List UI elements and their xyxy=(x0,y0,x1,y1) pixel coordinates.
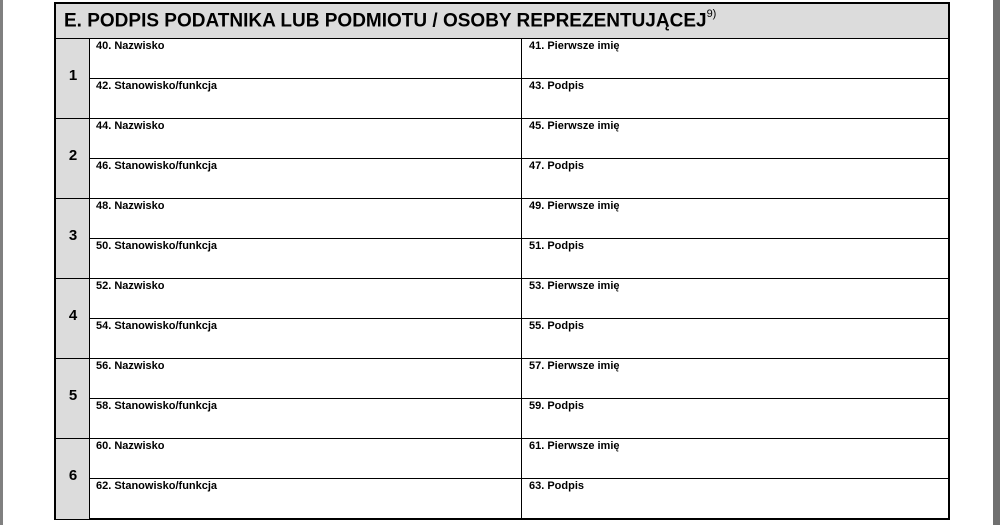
surname-label: 52. Nazwisko xyxy=(96,280,165,292)
position-label: 62. Stanowisko/funkcja xyxy=(96,480,218,492)
section-title-text: E. PODPIS PODATNIKA LUB PODMIOTU / OSOBY REPREZENTUJĄCEJ xyxy=(64,10,707,32)
surname-label: 56. Nazwisko xyxy=(96,360,165,372)
document-page xyxy=(3,0,993,525)
group-number: 6 xyxy=(68,467,78,484)
signature-label: 47. Podpis xyxy=(529,160,585,172)
position-label: 42. Stanowisko/funkcja xyxy=(96,80,218,92)
signature-field[interactable] xyxy=(522,239,948,279)
surname-label: 48. Nazwisko xyxy=(96,200,165,212)
surname-field[interactable] xyxy=(90,119,522,159)
page-shadow xyxy=(993,0,1000,525)
signature-label: 43. Podpis xyxy=(529,80,585,92)
footnote-marker: 9) xyxy=(706,8,717,20)
group-number: 5 xyxy=(68,387,78,404)
first-name-label: 45. Pierwsze imię xyxy=(529,120,620,132)
position-field[interactable] xyxy=(90,399,522,439)
group-number-cell xyxy=(56,199,90,278)
signature-field[interactable] xyxy=(522,319,948,359)
person-group-6 xyxy=(56,439,948,519)
surname-field[interactable] xyxy=(90,39,522,79)
position-field[interactable] xyxy=(90,79,522,119)
first-name-field[interactable] xyxy=(522,199,948,239)
group-number: 1 xyxy=(68,67,78,84)
first-name-label: 61. Pierwsze imię xyxy=(529,440,620,452)
position-field[interactable] xyxy=(90,239,522,279)
signature-label: 59. Podpis xyxy=(529,400,585,412)
first-name-label: 53. Pierwsze imię xyxy=(529,280,620,292)
section-title xyxy=(64,10,716,32)
position-label: 54. Stanowisko/funkcja xyxy=(96,320,218,332)
first-name-label: 49. Pierwsze imię xyxy=(529,200,620,212)
first-name-field[interactable] xyxy=(522,439,948,479)
group-number: 2 xyxy=(68,147,78,164)
group-number-cell xyxy=(56,359,90,438)
group-number: 3 xyxy=(68,227,78,244)
group-number-cell xyxy=(56,39,90,118)
signature-field[interactable] xyxy=(522,159,948,199)
signature-section-form xyxy=(54,2,950,520)
surname-field[interactable] xyxy=(90,279,522,319)
first-name-label: 57. Pierwsze imię xyxy=(529,360,620,372)
signature-field[interactable] xyxy=(522,399,948,439)
position-label: 50. Stanowisko/funkcja xyxy=(96,240,218,252)
person-group-3 xyxy=(56,199,948,279)
signature-label: 51. Podpis xyxy=(529,240,585,252)
section-header xyxy=(56,4,948,39)
person-group-5 xyxy=(56,359,948,439)
first-name-label: 41. Pierwsze imię xyxy=(529,40,620,52)
person-group-1 xyxy=(56,39,948,119)
first-name-field[interactable] xyxy=(522,39,948,79)
position-label: 58. Stanowisko/funkcja xyxy=(96,400,218,412)
signature-label: 55. Podpis xyxy=(529,320,585,332)
signature-label: 63. Podpis xyxy=(529,480,585,492)
signature-field[interactable] xyxy=(522,479,948,519)
position-field[interactable] xyxy=(90,159,522,199)
first-name-field[interactable] xyxy=(522,119,948,159)
position-label: 46. Stanowisko/funkcja xyxy=(96,160,218,172)
person-group-4 xyxy=(56,279,948,359)
position-field[interactable] xyxy=(90,479,522,519)
surname-label: 40. Nazwisko xyxy=(96,40,165,52)
surname-label: 44. Nazwisko xyxy=(96,120,165,132)
signature-field[interactable] xyxy=(522,79,948,119)
person-group-2 xyxy=(56,119,948,199)
surname-field[interactable] xyxy=(90,199,522,239)
surname-field[interactable] xyxy=(90,439,522,479)
group-number-cell xyxy=(56,119,90,198)
surname-label: 60. Nazwisko xyxy=(96,440,165,452)
first-name-field[interactable] xyxy=(522,279,948,319)
group-number: 4 xyxy=(68,307,78,324)
surname-field[interactable] xyxy=(90,359,522,399)
group-number-cell xyxy=(56,439,90,519)
group-number-cell xyxy=(56,279,90,358)
position-field[interactable] xyxy=(90,319,522,359)
first-name-field[interactable] xyxy=(522,359,948,399)
